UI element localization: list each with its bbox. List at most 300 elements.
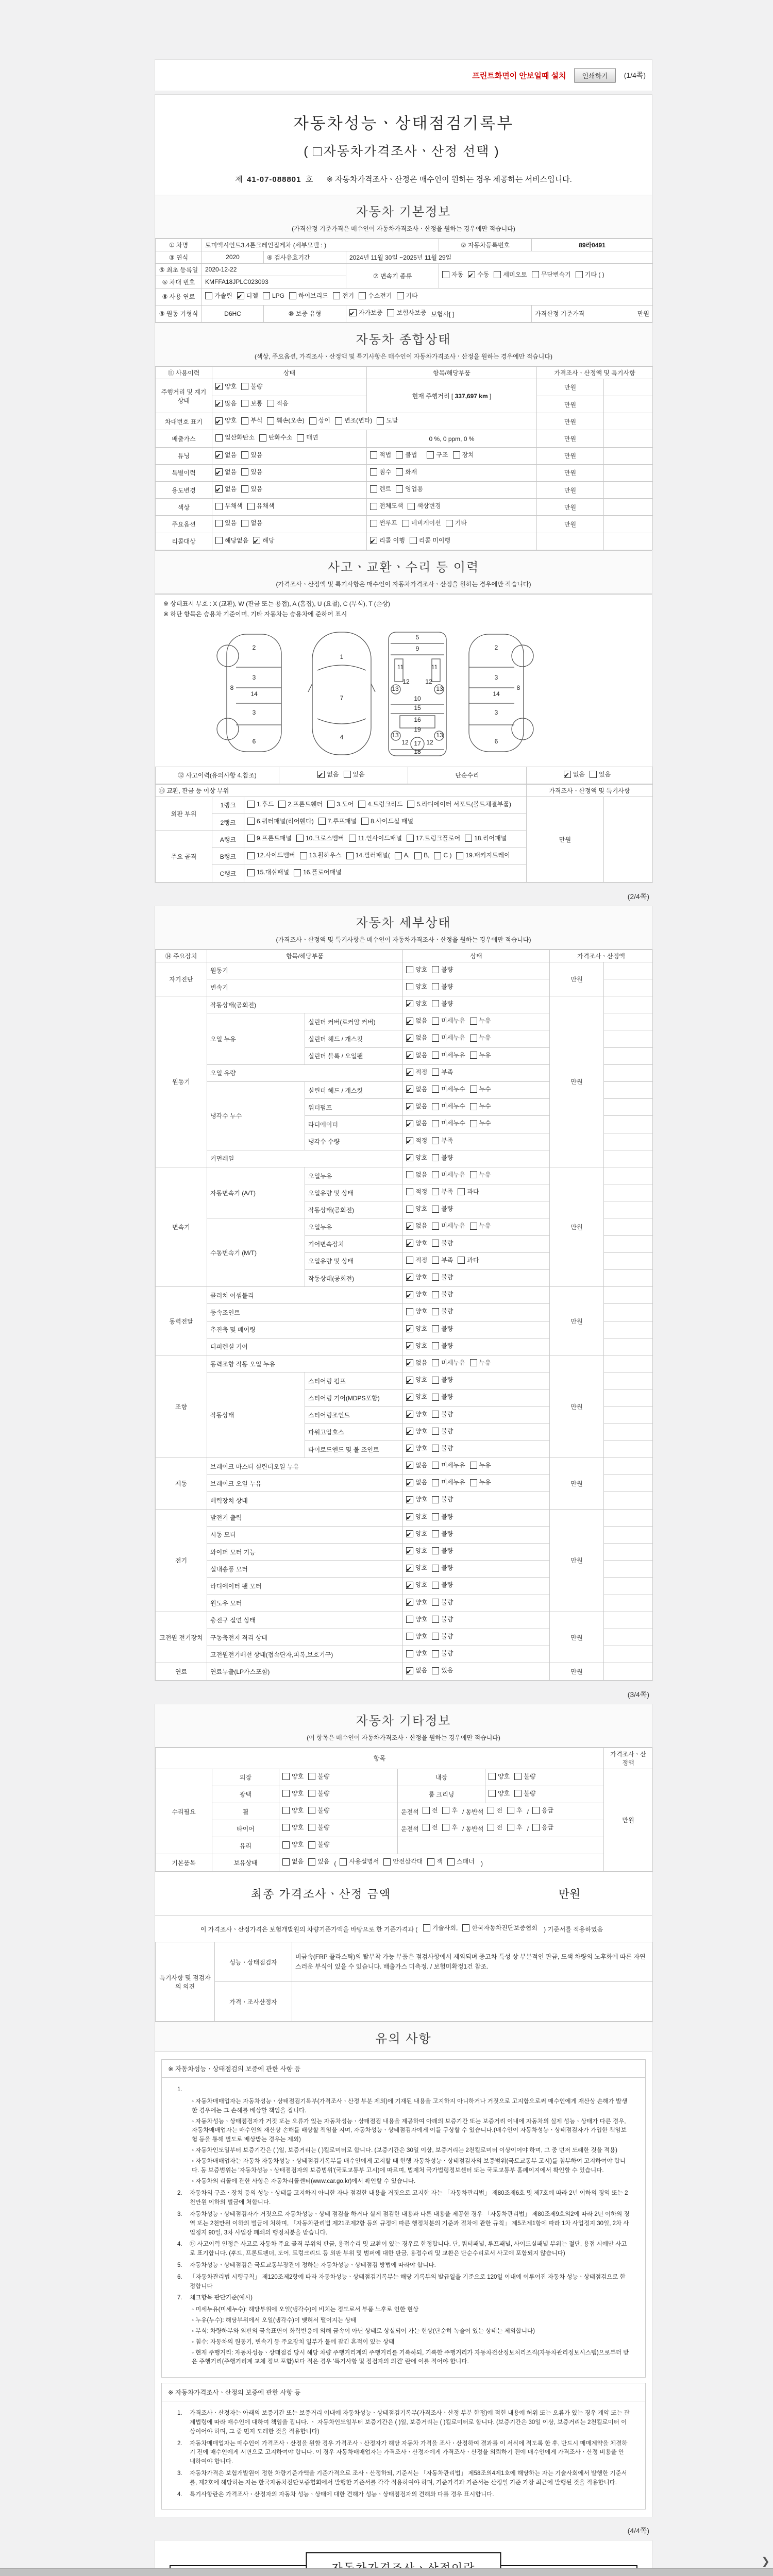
diagram-part-number: 4	[340, 733, 344, 741]
checkbox-option[interactable]	[470, 1015, 491, 1027]
legal-block-title: ※ 자동차성능ㆍ상태점검의 보증에 관한 사항 등	[162, 2060, 645, 2077]
checkbox-icon	[406, 1171, 413, 1178]
checkbox-option[interactable]	[215, 432, 255, 444]
checkbox-option[interactable]	[282, 1771, 304, 1783]
checkbox-option[interactable]	[340, 1856, 379, 1868]
checkbox-option[interactable]	[406, 1528, 427, 1540]
checkbox-option[interactable]	[406, 1117, 427, 1129]
checkbox-option[interactable]	[432, 1357, 465, 1369]
checkbox-label: 없음	[225, 485, 237, 493]
checkbox-option[interactable]	[215, 535, 248, 547]
checkbox-option[interactable]	[507, 1805, 523, 1817]
checkbox-option[interactable]	[432, 1135, 453, 1147]
print-button[interactable]: 인쇄하기	[574, 68, 615, 83]
diagram-part-number: 1	[340, 653, 344, 660]
checkbox-option[interactable]	[446, 517, 467, 529]
checkbox-option[interactable]	[253, 535, 274, 547]
row-label: 튜닝	[156, 447, 212, 464]
checkbox-label: 일산화탄소	[225, 434, 255, 442]
col-header: 항목/해당부품	[367, 366, 537, 379]
checkbox-option[interactable]	[406, 1409, 427, 1420]
col-header: ⑭ 주요장치	[156, 950, 207, 962]
amount-cell	[604, 533, 653, 550]
checkbox-option[interactable]	[423, 1822, 438, 1834]
checkbox-option[interactable]	[237, 290, 258, 302]
subgroup-cell: 자동변속기 (A/T)	[207, 1167, 305, 1218]
checkbox-option[interactable]	[333, 290, 354, 302]
checkbox-option[interactable]	[470, 1220, 491, 1232]
checkbox-option[interactable]	[344, 769, 365, 781]
checkbox-option[interactable]	[406, 1238, 427, 1249]
checkbox-option[interactable]	[406, 1203, 427, 1215]
checkbox-option[interactable]	[406, 1186, 427, 1198]
checkbox-option[interactable]	[432, 1169, 465, 1181]
checkbox-option[interactable]	[308, 1856, 329, 1868]
checkbox-option[interactable]	[282, 1805, 304, 1817]
checkbox-option[interactable]	[432, 1409, 453, 1420]
checkbox-option[interactable]	[432, 981, 453, 993]
checkbox-option[interactable]	[205, 290, 232, 302]
page-indicator-1: (1/4쪽)	[624, 71, 646, 79]
checkbox-option[interactable]	[432, 1631, 453, 1642]
checkbox-option[interactable]	[432, 998, 453, 1010]
checkbox-option[interactable]	[432, 1648, 453, 1659]
checkbox-option[interactable]	[327, 799, 354, 810]
amount-cell	[604, 1440, 653, 1458]
checkbox-option[interactable]	[432, 1460, 465, 1471]
checkbox-option[interactable]	[241, 398, 262, 410]
checkbox-option[interactable]	[432, 1374, 453, 1386]
checkbox-option[interactable]	[447, 1856, 475, 1868]
checkbox-option[interactable]	[370, 483, 391, 495]
checkbox-option[interactable]	[470, 1357, 491, 1369]
checkbox-icon	[396, 485, 403, 493]
checkbox-option[interactable]	[267, 415, 304, 427]
checkbox-option[interactable]	[432, 1220, 465, 1232]
legal-block-content	[162, 2077, 645, 2377]
checkbox-option[interactable]	[406, 1272, 427, 1283]
checkbox-option[interactable]	[406, 1083, 427, 1095]
checkbox-option[interactable]	[282, 1788, 304, 1800]
checkbox-label: 자동	[451, 270, 464, 278]
checkbox-option[interactable]	[453, 449, 474, 461]
diagram-part-number: 2	[252, 643, 256, 651]
amount-cell	[604, 1218, 653, 1235]
checkbox-option[interactable]	[370, 500, 403, 512]
checkbox-option[interactable]	[406, 1049, 427, 1061]
state-cell	[403, 1338, 550, 1355]
checkbox-option[interactable]	[470, 1049, 491, 1061]
checkbox-option[interactable]	[470, 1100, 491, 1112]
checkbox-option[interactable]	[432, 1545, 453, 1557]
checkbox-option[interactable]	[432, 1100, 465, 1112]
checkbox-option[interactable]	[432, 1289, 453, 1300]
checkbox-option[interactable]	[427, 1856, 443, 1868]
checkbox-label: 양호	[415, 1205, 428, 1213]
checkbox-option[interactable]	[442, 269, 463, 281]
document-column	[155, 0, 652, 2576]
checkbox-option[interactable]	[406, 1100, 427, 1112]
checkbox-option[interactable]	[427, 449, 448, 461]
checkbox-label: 누유	[479, 1479, 491, 1486]
checkbox-option[interactable]	[532, 269, 571, 281]
checkbox-option[interactable]	[407, 833, 460, 844]
checkbox-option[interactable]	[432, 1015, 465, 1027]
checkbox-option[interactable]	[308, 1771, 329, 1783]
diagram-part-number: 17	[414, 739, 421, 747]
checkbox-option[interactable]	[370, 517, 397, 529]
checkbox-option[interactable]	[370, 466, 391, 478]
checkbox-label: 15.대쉬패널	[257, 869, 290, 876]
checkbox-option[interactable]	[442, 1805, 458, 1817]
price-cell: 만원	[527, 796, 604, 882]
checkbox-option[interactable]	[410, 535, 450, 547]
item-cell: 스티어링 펌프	[305, 1372, 403, 1389]
checkbox-option[interactable]	[241, 449, 262, 461]
checkbox-option[interactable]	[294, 867, 342, 878]
checkbox-option[interactable]	[406, 1066, 427, 1078]
checkbox-label: 누유	[479, 1222, 491, 1230]
checkbox-option[interactable]	[346, 850, 390, 861]
state-cell	[403, 1423, 550, 1440]
checkbox-option[interactable]	[406, 1665, 427, 1676]
row-label: 주요옵션	[156, 516, 212, 533]
checkbox-option[interactable]	[489, 1771, 510, 1783]
document-title: 자동차성능ㆍ상태점검기록부	[293, 114, 514, 132]
checkbox-option[interactable]	[406, 1135, 427, 1147]
checkbox-option[interactable]	[406, 1597, 427, 1608]
checkbox-option[interactable]	[406, 1614, 427, 1625]
checkbox-icon	[358, 801, 365, 808]
checkbox-option[interactable]	[308, 1822, 329, 1834]
checkbox-option[interactable]	[406, 1494, 427, 1505]
checkbox-option[interactable]	[383, 1856, 423, 1868]
checkbox-label: 보험사보증	[396, 309, 427, 316]
checkbox-option[interactable]	[289, 290, 328, 302]
checkbox-option[interactable]	[406, 1323, 427, 1335]
legal-bullet: ◦ 부식: 차량하부와 외판의 금속표면이 화학반응에 의해 금속이 아닌 상태로 상실되어 가는 현상(단순히 녹슬어 있는 상태는 제외합니다)	[192, 2327, 630, 2336]
checkbox-option[interactable]	[406, 1511, 427, 1523]
checkbox-option[interactable]	[406, 981, 427, 993]
checkbox-option[interactable]	[487, 1822, 502, 1834]
tuning-legal-checks	[370, 453, 422, 460]
checkbox-option[interactable]	[349, 833, 402, 844]
checkbox-icon	[432, 1547, 439, 1554]
checkbox-option[interactable]	[282, 1839, 304, 1851]
checkbox-option[interactable]	[335, 415, 372, 427]
emission-values: 0 %, 0 ppm, 0 %	[367, 430, 537, 447]
checkbox-label: 양호	[415, 1291, 428, 1298]
checkbox-option[interactable]	[406, 1032, 427, 1044]
checkbox-option[interactable]	[432, 1306, 453, 1317]
checkbox-option[interactable]	[406, 1289, 427, 1300]
checkbox-option[interactable]	[514, 1771, 535, 1783]
checkbox-option[interactable]	[387, 307, 426, 319]
checkbox-option[interactable]	[215, 449, 237, 461]
checkbox-option[interactable]	[215, 466, 237, 478]
state-cell	[403, 1184, 550, 1201]
checkbox-icon	[215, 434, 223, 442]
checkbox-option[interactable]	[432, 1391, 453, 1403]
price-basis-line	[155, 1915, 652, 1942]
checkbox-option[interactable]	[406, 1340, 427, 1352]
item-cell: 실린더 블록 / 오일팬	[305, 1047, 403, 1064]
checkbox-option[interactable]	[432, 1614, 453, 1625]
checkbox-label: 양호	[225, 382, 237, 390]
checkbox-option[interactable]	[470, 1460, 491, 1471]
checkbox-option[interactable]	[406, 998, 427, 1010]
checkbox-option[interactable]	[309, 415, 330, 427]
checkbox-option[interactable]	[406, 1374, 427, 1386]
diagram-part-number: 14	[250, 690, 258, 698]
checkbox-option[interactable]	[432, 1579, 453, 1591]
checkbox-option[interactable]	[406, 1391, 427, 1403]
checkbox-option[interactable]	[432, 1426, 453, 1437]
hold-label: 보유상태	[212, 1854, 279, 1871]
checkbox-option[interactable]	[282, 1822, 304, 1834]
checkbox-option[interactable]	[432, 1511, 453, 1523]
checkbox-option[interactable]	[432, 1597, 453, 1608]
row-label: 룸 크리닝	[398, 1786, 485, 1803]
checkbox-option[interactable]	[406, 1015, 427, 1027]
item-cell: 추진축 및 베어링	[207, 1321, 403, 1338]
checkbox-option[interactable]	[358, 799, 402, 810]
checkbox-option[interactable]	[370, 449, 391, 461]
checkbox-option[interactable]	[432, 1117, 465, 1129]
checkbox-label: 응급	[541, 1824, 554, 1832]
checkbox-option[interactable]	[361, 816, 413, 827]
checkbox-option[interactable]	[406, 1631, 427, 1642]
checkbox-option[interactable]	[507, 1822, 523, 1834]
checkbox-option[interactable]	[432, 1528, 453, 1540]
row-label: 내장	[398, 1769, 485, 1786]
checkbox-option[interactable]	[359, 290, 392, 302]
checkbox-option[interactable]	[465, 833, 507, 844]
checkbox-option[interactable]	[462, 1923, 537, 1933]
checkbox-option[interactable]	[432, 1032, 465, 1044]
checkbox-option[interactable]	[489, 1788, 510, 1800]
section-title: 자동차 세부상태	[356, 916, 451, 930]
checkbox-icon	[432, 1308, 439, 1315]
checkbox-label: 양호	[415, 1650, 428, 1657]
checkbox-option[interactable]	[406, 1443, 427, 1454]
checkbox-icon	[406, 1137, 413, 1144]
checkbox-option[interactable]	[241, 517, 262, 529]
checkbox-option[interactable]	[590, 769, 611, 781]
checkbox-option[interactable]	[432, 1255, 453, 1266]
checkbox-option[interactable]	[247, 867, 289, 878]
checkbox-option[interactable]	[423, 1923, 458, 1933]
amount-cell	[604, 482, 653, 499]
checkbox-option[interactable]	[300, 850, 342, 861]
row-label: 타이어	[212, 1820, 279, 1837]
checkbox-option[interactable]	[215, 381, 237, 393]
checkbox-option[interactable]	[432, 1562, 453, 1574]
checkbox-option[interactable]	[296, 833, 344, 844]
checkbox-option[interactable]	[241, 415, 262, 427]
checkbox-option[interactable]	[247, 816, 314, 827]
checkbox-option[interactable]	[406, 1545, 427, 1557]
checkbox-icon	[215, 400, 223, 407]
checkbox-option[interactable]	[432, 1238, 453, 1249]
checkbox-option[interactable]	[308, 1788, 329, 1800]
checkbox-label: 누유	[479, 1017, 491, 1025]
amount-cell	[604, 1270, 653, 1287]
checkbox-option[interactable]	[432, 1494, 453, 1505]
checkbox-option[interactable]	[247, 833, 292, 844]
checkbox-option[interactable]	[442, 1822, 458, 1834]
checkbox-option[interactable]	[402, 517, 441, 529]
checkbox-label: 응급	[541, 1806, 554, 1814]
checkbox-option[interactable]	[377, 415, 398, 427]
checkbox-option[interactable]	[406, 1579, 427, 1591]
scroll-right-arrow[interactable]: ❯	[761, 2556, 770, 2567]
checkbox-option[interactable]	[397, 290, 418, 302]
checkbox-option[interactable]	[396, 466, 417, 478]
diagram-part-number: 12	[401, 738, 409, 746]
checkbox-option[interactable]	[532, 1822, 553, 1834]
page-1	[155, 94, 652, 883]
checkbox-option[interactable]	[396, 483, 423, 495]
checkbox-option[interactable]	[470, 1117, 491, 1129]
checkbox-option[interactable]	[434, 850, 451, 861]
checkbox-option[interactable]	[215, 500, 243, 512]
checkbox-option[interactable]	[407, 799, 511, 810]
checkbox-option[interactable]	[215, 398, 237, 410]
checkbox-option[interactable]	[406, 1648, 427, 1659]
checkbox-label: 해당없음	[225, 536, 249, 544]
checkbox-label: 전	[496, 1824, 503, 1832]
checkbox-option[interactable]	[259, 432, 292, 444]
checkbox-option[interactable]	[215, 415, 237, 427]
checkbox-option[interactable]	[297, 432, 318, 444]
checkbox-option[interactable]	[408, 500, 441, 512]
checkbox-option[interactable]	[514, 1788, 535, 1800]
checkbox-option[interactable]	[487, 1805, 502, 1817]
checkbox-label: 수동	[477, 270, 490, 278]
checkbox-option[interactable]	[241, 381, 262, 393]
checkbox-option[interactable]	[406, 1220, 427, 1232]
checkbox-label: 썬루프	[379, 519, 397, 527]
checkbox-option[interactable]	[406, 1562, 427, 1574]
checkbox-option[interactable]	[432, 1049, 465, 1061]
checkbox-option[interactable]	[432, 1443, 453, 1454]
checkbox-option[interactable]	[278, 799, 323, 810]
checkbox-option[interactable]	[247, 799, 274, 810]
checkbox-option[interactable]	[414, 850, 429, 861]
checkbox-option[interactable]	[308, 1839, 329, 1851]
checkbox-option[interactable]	[406, 1426, 427, 1437]
checkbox-option[interactable]	[432, 1665, 453, 1676]
checkbox-option[interactable]	[470, 1083, 491, 1095]
checkbox-option[interactable]	[215, 483, 237, 495]
checkbox-option[interactable]	[456, 850, 510, 861]
checkbox-option[interactable]	[395, 850, 410, 861]
checkbox-icon	[470, 1171, 477, 1178]
checkbox-option[interactable]	[432, 1066, 453, 1078]
checkbox-option[interactable]	[470, 1169, 491, 1181]
checkbox-icon	[406, 1052, 413, 1059]
checkbox-icon	[406, 1547, 413, 1554]
checkbox-icon	[432, 1274, 439, 1281]
diagram-part-number: 13	[436, 731, 443, 739]
checkbox-option[interactable]	[576, 269, 604, 281]
checkbox-option[interactable]	[532, 1805, 553, 1817]
checkbox-label: B,	[424, 852, 430, 859]
checkbox-option[interactable]	[308, 1805, 329, 1817]
section-title: 유의 사항	[375, 2032, 432, 2046]
print-install-notice: 프린트화면이 안보일때 설치	[472, 71, 566, 80]
checkbox-option[interactable]	[370, 535, 405, 547]
checkbox-icon	[406, 1411, 413, 1418]
checkbox-option[interactable]	[423, 1805, 438, 1817]
checkbox-option[interactable]	[241, 466, 262, 478]
checkbox-option[interactable]	[406, 1357, 427, 1369]
detail-row	[156, 1612, 653, 1629]
checkbox-icon	[432, 1513, 439, 1520]
checkbox-option[interactable]	[406, 1460, 427, 1471]
checkbox-option[interactable]	[432, 1152, 453, 1164]
price-cell: 만원	[537, 379, 604, 396]
checkbox-option[interactable]	[263, 290, 284, 302]
checkbox-option[interactable]	[241, 483, 262, 495]
legal-block-title: ※ 자동차가격조사ㆍ산정의 보증에 관한 사항 등	[162, 2383, 645, 2401]
checkbox-label: 미세누유	[441, 1171, 465, 1178]
checkbox-option[interactable]	[432, 1340, 453, 1352]
amount-cell	[604, 962, 653, 979]
checkbox-option[interactable]	[317, 769, 339, 781]
item-cell: 실린더 헤드 / 개스킷	[305, 1030, 403, 1047]
item-cell: 고전원전기배선 상태(접속단자,피복,보호기구)	[207, 1646, 403, 1663]
checkbox-option[interactable]	[468, 269, 489, 281]
checkbox-option[interactable]	[215, 517, 237, 529]
checkbox-option[interactable]	[396, 449, 417, 461]
checkbox-option[interactable]	[406, 964, 427, 976]
checkbox-icon	[402, 520, 409, 527]
checkbox-label: 구조	[436, 451, 448, 459]
checkbox-option[interactable]	[247, 850, 295, 861]
checkbox-icon	[507, 1824, 514, 1831]
checkbox-option[interactable]	[432, 1477, 465, 1488]
checkbox-option[interactable]	[406, 1152, 427, 1164]
checkbox-option[interactable]	[349, 307, 382, 319]
checkbox-option[interactable]	[267, 398, 288, 410]
checkbox-option[interactable]	[470, 1477, 491, 1488]
checkbox-option[interactable]	[406, 1477, 427, 1488]
checkbox-option[interactable]	[432, 964, 453, 976]
checkbox-option[interactable]	[406, 1255, 427, 1266]
checkbox-option[interactable]	[282, 1856, 304, 1868]
checkbox-option[interactable]	[313, 140, 490, 164]
checkbox-option[interactable]	[432, 1272, 453, 1283]
checkbox-option[interactable]	[432, 1186, 453, 1198]
checkbox-option[interactable]	[458, 1186, 479, 1198]
checkbox-option[interactable]	[432, 1083, 465, 1095]
checkbox-option[interactable]	[458, 1255, 479, 1266]
horizontal-scrollbar[interactable]	[0, 2568, 773, 2576]
checkbox-option[interactable]	[494, 269, 527, 281]
checkbox-option[interactable]	[318, 816, 357, 827]
checkbox-icon	[432, 983, 439, 990]
checkbox-option[interactable]	[406, 1169, 427, 1181]
checkbox-option[interactable]	[432, 1323, 453, 1335]
legal-item-text: 특기사항란은 가격조사ㆍ산정자의 자동차 성능ㆍ상태에 대한 견해가 성능ㆍ상태점검자의 견해와 다를 경우 표시합니다.	[190, 2491, 494, 2498]
checkbox-option[interactable]	[470, 1032, 491, 1044]
checkbox-option[interactable]	[406, 1306, 427, 1317]
checkbox-option[interactable]	[432, 1203, 453, 1215]
checkbox-option[interactable]	[564, 769, 585, 781]
checkbox-option[interactable]	[247, 500, 275, 512]
